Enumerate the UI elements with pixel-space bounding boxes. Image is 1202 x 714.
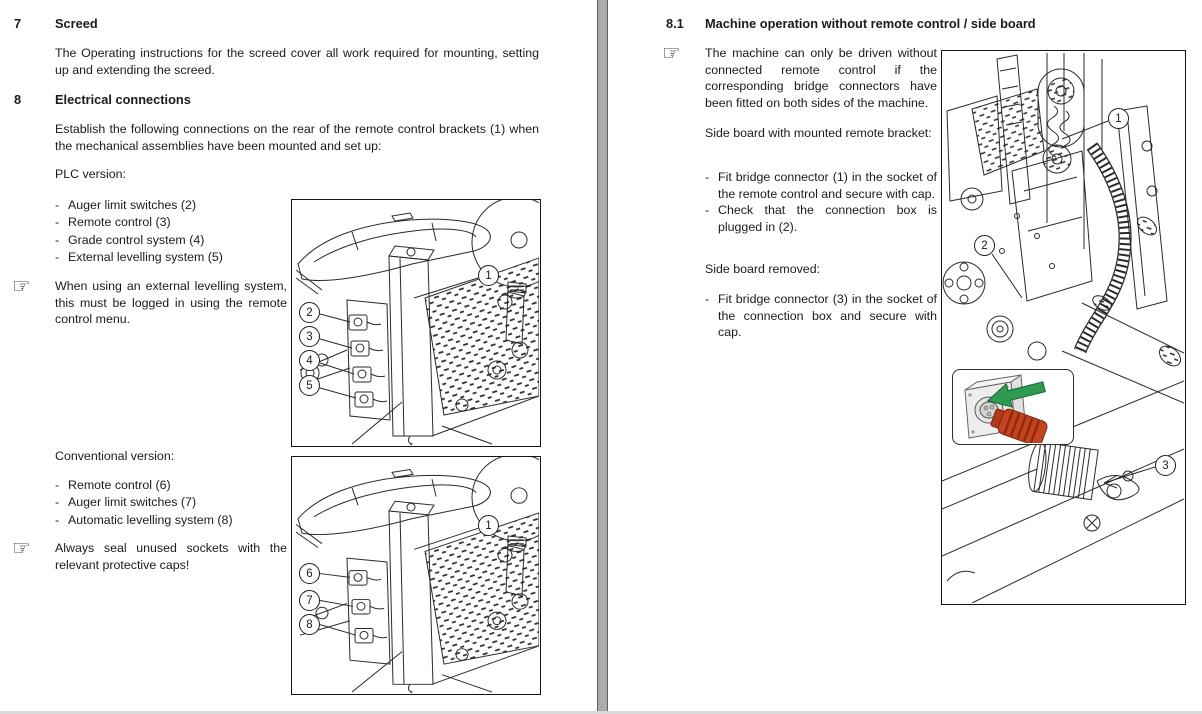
figure-line-art xyxy=(942,51,1184,603)
callout-6: 6 xyxy=(299,563,320,584)
dash-bullet: - xyxy=(705,203,710,218)
side-board-mounted-list xyxy=(705,169,937,235)
list-item xyxy=(55,214,287,231)
section-8-1-number: 8.1 xyxy=(666,16,684,31)
plc-version-list xyxy=(55,197,287,267)
figure-machine-side xyxy=(941,50,1186,605)
list-item-label: Remote control (6) xyxy=(68,478,171,492)
plc-version-heading: PLC version: xyxy=(55,167,126,181)
list-item-label: Auger limit switches (7) xyxy=(68,495,197,510)
dash-bullet: - xyxy=(705,292,710,306)
list-item xyxy=(705,202,937,235)
section-8-body: Establish the following connections on the rear of the remote control brackets (1) when the mechanical assemblies have been mounted and set up: xyxy=(55,122,539,153)
inset-art xyxy=(953,370,1072,443)
callout-7: 7 xyxy=(299,590,320,611)
dash-bullet: - xyxy=(705,170,710,184)
callout-8: 8 xyxy=(299,614,320,635)
figure-line-art xyxy=(292,200,539,445)
dash-bullet: - xyxy=(55,250,60,265)
dash-bullet: - xyxy=(55,232,60,247)
list-item-label: Check that the connection box is plugged in (2). xyxy=(718,203,937,234)
section-8-title: Electrical connections xyxy=(55,92,191,107)
dash-bullet: - xyxy=(55,478,60,492)
note-external-levelling: When using an external levelling system, this must be logged in using the remote control menu. xyxy=(55,279,287,327)
callout-4: 4 xyxy=(299,350,320,371)
callout-1: 1 xyxy=(478,265,499,286)
list-item xyxy=(705,291,937,341)
section-7-number: 7 xyxy=(14,16,22,31)
subheading-side-board-removed: Side board removed: xyxy=(705,262,821,276)
note-protective-caps: Always seal unused sockets with the relevant protective caps! xyxy=(55,541,287,572)
section-7-body: The Operating instructions for the screed cover all work required for mounting, setting up and extending the screed. xyxy=(55,46,539,77)
list-item xyxy=(55,512,287,529)
callout-3: 3 xyxy=(299,326,320,347)
side-board-removed-list xyxy=(705,291,937,341)
dash-bullet: - xyxy=(55,215,60,230)
figure-line-art xyxy=(292,457,539,693)
list-item-label: Automatic levelling system (8) xyxy=(68,512,233,527)
list-item xyxy=(55,249,287,266)
pointing-hand-icon: ☞ xyxy=(662,42,681,65)
section-7-title: Screed xyxy=(55,16,98,31)
list-item-label: Grade control system (4) xyxy=(68,232,205,247)
list-item-label: Remote control (3) xyxy=(68,215,171,230)
subheading-side-board-mounted: Side board with mounted remote bracket: xyxy=(705,126,932,140)
list-item xyxy=(55,494,287,511)
callout-1: 1 xyxy=(1108,108,1129,129)
conventional-version-heading: Conventional version: xyxy=(55,449,175,463)
callout-2: 2 xyxy=(974,235,995,256)
list-item-label: Auger limit switches (2) xyxy=(68,198,197,212)
list-item-label: External levelling system (5) xyxy=(68,250,223,265)
figure-conventional-version xyxy=(291,456,541,695)
conventional-version-list xyxy=(55,477,287,529)
callout-2: 2 xyxy=(299,302,320,323)
section-8-1-title: Machine operation without remote control / side board xyxy=(705,16,1036,31)
list-item-label: Fit bridge connector (1) in the socket of the remote control and secure with cap. xyxy=(718,170,937,201)
list-item xyxy=(55,477,287,494)
dash-bullet: - xyxy=(55,512,60,527)
callout-3: 3 xyxy=(1155,455,1176,476)
section-8-number: 8 xyxy=(14,92,22,107)
list-item-label: Fit bridge connector (3) in the socket of the connection box and secure with cap. xyxy=(718,292,937,340)
pointing-hand-icon: ☞ xyxy=(12,537,31,560)
dash-bullet: - xyxy=(55,495,60,510)
page-divider xyxy=(597,0,608,714)
note-bridge-connectors: The machine can only be driven without connected remote control if the corresponding bridge connectors have been fitted on both sides of the machine. xyxy=(705,46,937,110)
callout-5: 5 xyxy=(299,375,320,396)
list-item xyxy=(55,232,287,249)
figure-plc-version xyxy=(291,199,541,447)
callout-1: 1 xyxy=(478,515,499,536)
list-item xyxy=(55,197,287,214)
pointing-hand-icon: ☞ xyxy=(12,275,31,298)
list-item xyxy=(705,169,937,202)
dash-bullet: - xyxy=(55,198,60,212)
bridge-connector-inset xyxy=(952,369,1074,445)
